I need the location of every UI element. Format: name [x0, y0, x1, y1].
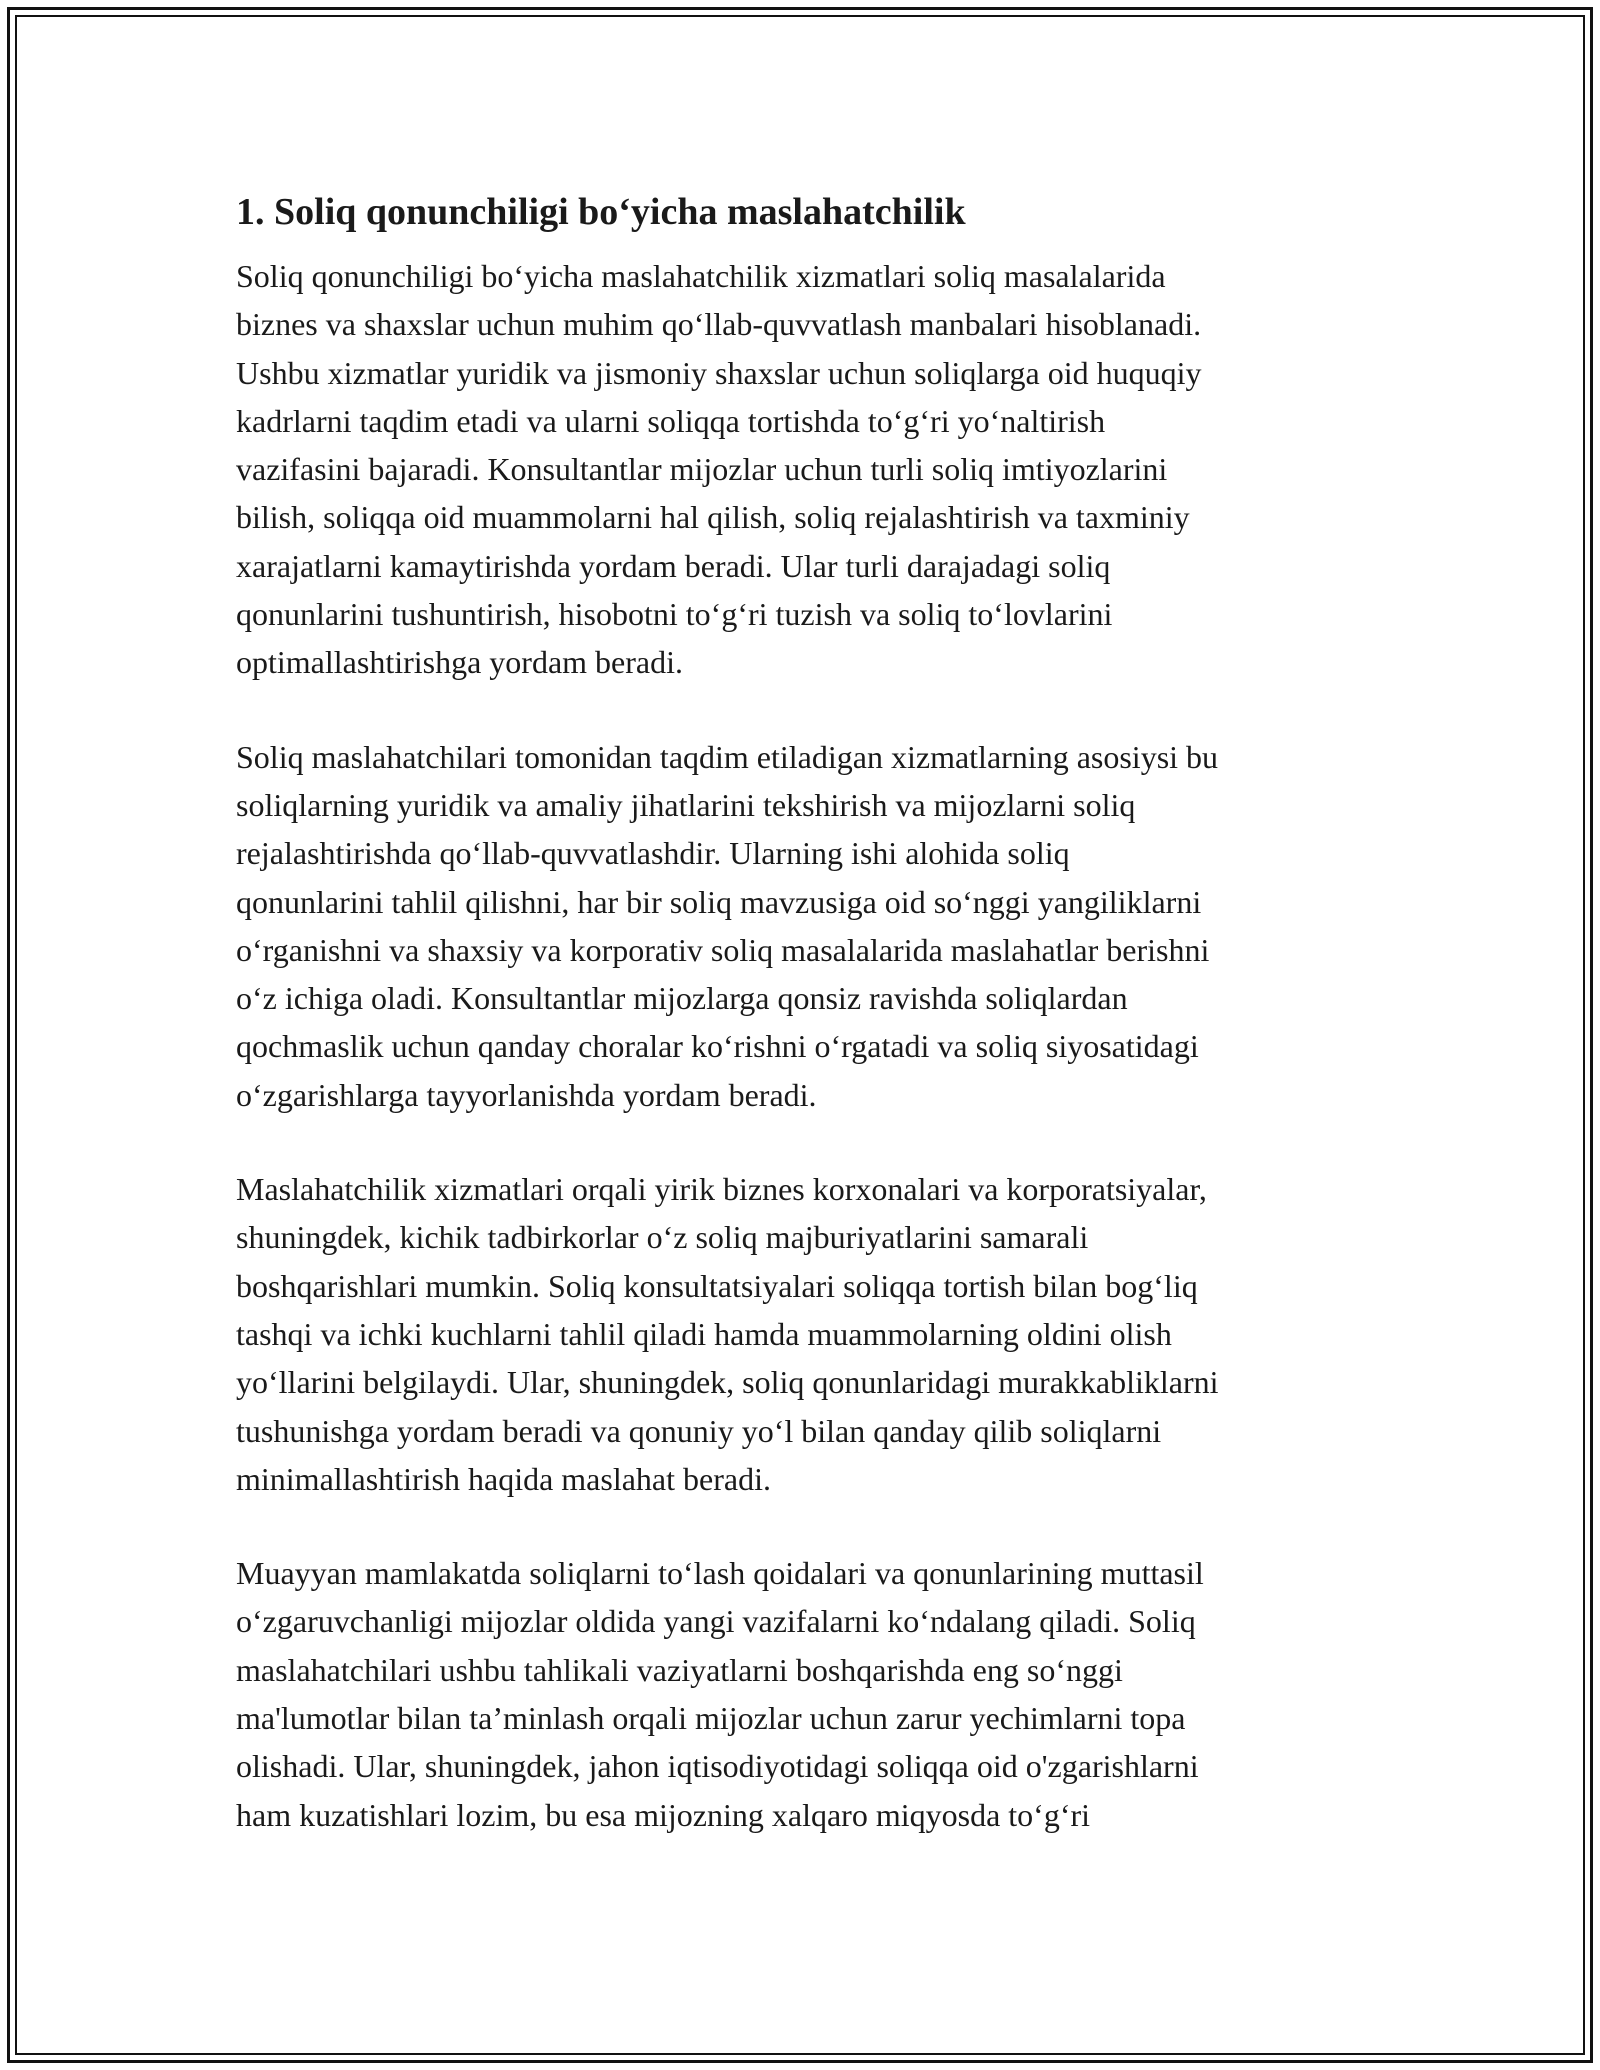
section-heading: 1. Soliq qonunchiligi bo‘yicha maslahatchilik	[236, 191, 966, 233]
paragraph-line: xarajatlarni kamaytirishda yordam beradi. Ular turli darajadagi soliq	[236, 547, 1111, 584]
paragraph-line: qonunlarini tahlil qilishni, har bir soliq mavzusiga oid so‘nggi yangiliklarni	[236, 883, 1202, 920]
paragraph-4	[236, 1549, 1386, 1839]
paragraph-line: shuningdek, kichik tadbirkorlar o‘z soliq majburiyatlarini samarali	[236, 1219, 1089, 1256]
paragraph-line: boshqarishlari mumkin. Soliq konsultatsiyalari soliqqa tortish bilan bog‘liq	[236, 1267, 1198, 1304]
paragraph-line: Muayyan mamlakatda soliqlarni to‘lash qoidalari va qonunlarining muttasil	[236, 1555, 1204, 1592]
paragraph-line: qochmaslik uchun qanday choralar ko‘rishni o‘rgatadi va soliq siyosatidagi	[236, 1028, 1199, 1065]
paragraph-line: minimallashtirish haqida maslahat beradi.	[236, 1460, 771, 1497]
paragraph-line: Soliq maslahatchilari tomonidan taqdim etiladigan xizmatlarning asosiysi bu	[236, 738, 1219, 775]
paragraph-line: Maslahatchilik xizmatlari orqali yirik biznes korxonalari va korporatsiyalar,	[236, 1171, 1207, 1208]
paragraphs-container	[236, 252, 1386, 1839]
paragraph-line: olishadi. Ular, shuningdek, jahon iqtisodiyotidagi soliqqa oid o'zgarishlarni	[236, 1748, 1199, 1785]
paragraph-line: optimallashtirishga yordam beradi.	[236, 644, 683, 681]
paragraph-line: soliqlarning yuridik va amaliy jihatlarini tekshirish va mijozlarni soliq	[236, 786, 1136, 823]
document-body	[236, 188, 1386, 1885]
paragraph-line: tashqi va ichki kuchlarni tahlil qiladi hamda muammolarning oldini olish	[236, 1315, 1172, 1352]
paragraph-line: rejalashtirishda qo‘llab-quvvatlashdir. Ularning ishi alohida soliq	[236, 835, 1070, 872]
paragraph-line: maslahatchilari ushbu tahlikali vaziyatlarni boshqarishda eng so‘nggi	[236, 1651, 1123, 1688]
paragraph-line: biznes va shaxslar uchun muhim qo‘llab-quvvatlash manbalari hisoblanadi.	[236, 306, 1202, 343]
paragraph-line: Ushbu xizmatlar yuridik va jismoniy shaxslar uchun soliqlarga oid huquqiy	[236, 354, 1202, 391]
paragraph-1	[236, 252, 1386, 687]
paragraph-line: o‘zgaruvchanligi mijozlar oldida yangi vazifalarni ko‘ndalang qiladi. Soliq	[236, 1603, 1196, 1640]
paragraph-line: ma'lumotlar bilan ta’minlash orqali mijozlar uchun zarur yechimlarni topa	[236, 1700, 1186, 1737]
paragraph-line: bilish, soliqqa oid muammolarni hal qilish, soliq rejalashtirish va taxminiy	[236, 499, 1190, 536]
paragraph-line: kadrlarni taqdim etadi va ularni soliqqa tortishda to‘g‘ri yo‘naltirish	[236, 402, 1106, 439]
paragraph-line: tushunishga yordam beradi va qonuniy yo‘l bilan qanday qilib soliqlarni	[236, 1412, 1162, 1449]
paragraph-3	[236, 1165, 1386, 1503]
paragraph-line: o‘zgarishlarga tayyorlanishda yordam beradi.	[236, 1076, 817, 1113]
paragraph-2	[236, 733, 1386, 1119]
paragraph-line: ham kuzatishlari lozim, bu esa mijozning xalqaro miqyosda to‘g‘ri	[236, 1796, 1091, 1833]
paragraph-line: o‘z ichiga oladi. Konsultantlar mijozlarga qonsiz ravishda soliqlardan	[236, 980, 1128, 1017]
paragraph-line: qonunlarini tushuntirish, hisobotni to‘g‘ri tuzish va soliq to‘lovlarini	[236, 596, 1113, 633]
paragraph-line: yo‘llarini belgilaydi. Ular, shuningdek, soliq qonunlaridagi murakkabliklarni	[236, 1364, 1219, 1401]
paragraph-line: Soliq qonunchiligi bo‘yicha maslahatchilik xizmatlari soliq masalalarida	[236, 258, 1166, 294]
paragraph-line: o‘rganishni va shaxsiy va korporativ soliq masalalarida maslahatlar berishni	[236, 931, 1210, 968]
paragraph-line: vazifasini bajaradi. Konsultantlar mijozlar uchun turli soliq imtiyozlarini	[236, 451, 1168, 488]
